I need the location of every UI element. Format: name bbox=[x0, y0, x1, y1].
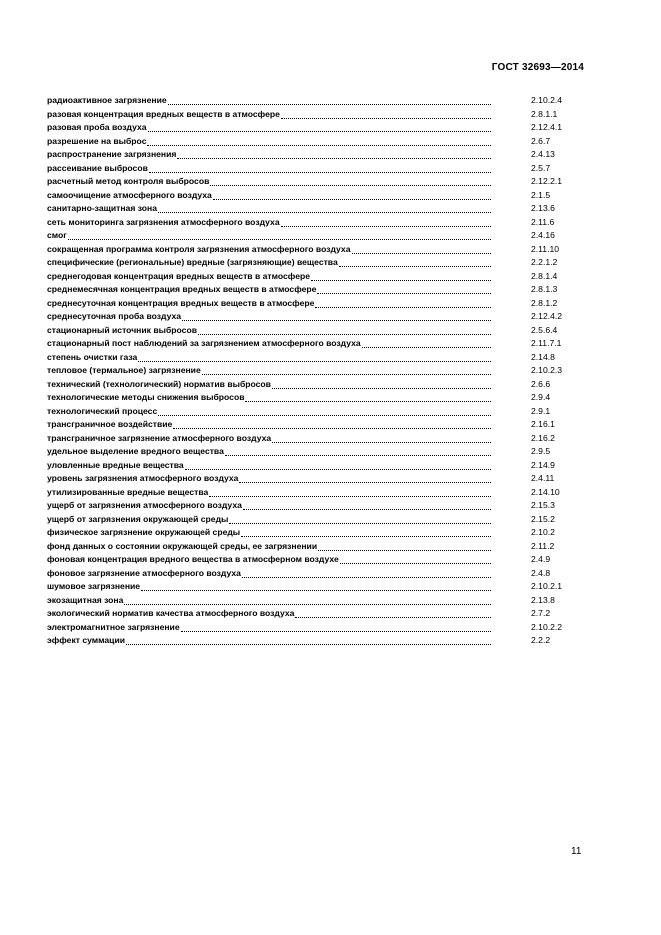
index-term: эффект суммации bbox=[47, 635, 126, 645]
index-term: физическое загрязнение окружающей среды bbox=[47, 527, 241, 537]
dot-leader bbox=[295, 607, 491, 618]
index-term: электромагнитное загрязнение bbox=[47, 621, 180, 632]
index-reference: 2.4.11 bbox=[531, 473, 555, 483]
index-entry bbox=[47, 470, 583, 484]
dot-leader bbox=[241, 526, 491, 537]
index-reference: 2.12.4.2 bbox=[531, 311, 563, 321]
dot-leader bbox=[138, 351, 491, 362]
dot-leader bbox=[141, 580, 491, 591]
index-term: сеть мониторинга загрязнения атмосферного воздуха bbox=[47, 216, 280, 227]
index-term: распространение загрязнения bbox=[47, 149, 177, 159]
dot-leader bbox=[352, 243, 492, 254]
dot-leader bbox=[177, 148, 491, 159]
index-term: ущерб от загрязнения окружающей среды bbox=[47, 513, 229, 524]
index-term: радиоактивное загрязнение bbox=[47, 95, 167, 105]
index-term: специфические (региональные) вредные (загрязняющие) вещества bbox=[47, 257, 338, 267]
index-entry bbox=[47, 268, 583, 282]
index-entry bbox=[47, 430, 583, 444]
dot-leader bbox=[126, 634, 491, 645]
index-entry bbox=[47, 416, 583, 430]
index-term: трансграничное воздействие bbox=[47, 419, 173, 429]
index-reference: 2.14.10 bbox=[531, 486, 560, 497]
index-reference: 2.11.6 bbox=[531, 216, 555, 227]
dot-leader bbox=[339, 256, 491, 267]
index-reference: 2.8.1.2 bbox=[531, 297, 558, 308]
index-term: удельное выделение вредного вещества bbox=[47, 446, 224, 456]
dot-leader bbox=[311, 270, 491, 281]
dot-leader bbox=[242, 567, 491, 578]
dot-leader bbox=[213, 189, 491, 200]
index-term: фоновое загрязнение атмосферного воздуха bbox=[47, 567, 241, 578]
index-term: разовая концентрация вредных веществ в атмосфере bbox=[47, 108, 280, 119]
index-entry bbox=[47, 389, 583, 403]
document-header: ГОСТ 32693—2014 bbox=[491, 62, 584, 73]
index-reference: 2.15.3 bbox=[531, 500, 555, 510]
index-term: среднегодовая концентрация вредных веществ в атмосфере bbox=[47, 270, 310, 281]
dot-leader bbox=[168, 94, 491, 105]
index-term: трансграничное загрязнение атмосферного воздуха bbox=[47, 432, 272, 443]
index-entry bbox=[47, 187, 583, 201]
alphabetical-term-index bbox=[47, 92, 583, 646]
index-entry bbox=[47, 119, 583, 133]
index-term: утилизированные вредные вещества bbox=[47, 486, 209, 497]
index-entry bbox=[47, 605, 583, 619]
index-entry bbox=[47, 403, 583, 417]
index-entry bbox=[47, 565, 583, 579]
index-entry bbox=[47, 322, 583, 336]
index-entry bbox=[47, 92, 583, 106]
index-entry bbox=[47, 484, 583, 498]
index-entry bbox=[47, 511, 583, 525]
dot-leader bbox=[185, 459, 491, 470]
dot-leader bbox=[318, 540, 491, 551]
index-entry bbox=[47, 592, 583, 606]
index-reference: 2.2.2 bbox=[531, 635, 551, 645]
index-entry bbox=[47, 457, 583, 471]
index-reference: 2.4.16 bbox=[531, 230, 555, 240]
dot-leader bbox=[202, 364, 491, 375]
index-reference: 2.10.2.3 bbox=[531, 365, 563, 375]
index-entry bbox=[47, 146, 583, 160]
index-term: сокращенная программа контроля загрязнения атмосферного воздуха bbox=[47, 243, 351, 254]
index-reference: 2.14.9 bbox=[531, 459, 555, 470]
dot-leader bbox=[281, 108, 491, 119]
dot-leader bbox=[148, 121, 491, 132]
dot-leader bbox=[272, 378, 491, 389]
index-term: технологические методы снижения выбросов bbox=[47, 392, 245, 402]
index-term: стационарный источник выбросов bbox=[47, 324, 197, 335]
index-term: экологический норматив качества атмосферного воздуха bbox=[47, 608, 295, 618]
dot-leader bbox=[68, 229, 491, 240]
index-term: степень очистки газа bbox=[47, 351, 138, 362]
index-term: уловленные вредные вещества bbox=[47, 459, 184, 470]
index-reference: 2.6.7 bbox=[531, 135, 551, 146]
index-entry bbox=[47, 227, 583, 241]
index-entry bbox=[47, 241, 583, 255]
index-entry bbox=[47, 376, 583, 390]
index-reference: 2.6.6 bbox=[531, 378, 551, 389]
index-entry bbox=[47, 160, 583, 174]
index-entry bbox=[47, 524, 583, 538]
index-entry bbox=[47, 106, 583, 120]
index-reference: 2.12.4.1 bbox=[531, 122, 563, 132]
index-reference: 2.4.9 bbox=[531, 554, 551, 564]
dot-leader bbox=[210, 175, 491, 186]
index-entry bbox=[47, 308, 583, 322]
index-term: самоочищение атмосферного воздуха bbox=[47, 189, 212, 200]
index-term: среднесуточная концентрация вредных веществ в атмосфере bbox=[47, 297, 315, 308]
index-entry bbox=[47, 443, 583, 457]
index-reference: 2.9.1 bbox=[531, 405, 551, 416]
index-reference: 2.8.1.3 bbox=[531, 284, 558, 294]
dot-leader bbox=[317, 283, 491, 294]
index-term: тепловое (термальное) загрязнение bbox=[47, 365, 201, 375]
index-reference: 2.10.2.4 bbox=[531, 95, 563, 105]
index-entry bbox=[47, 173, 583, 187]
index-reference: 2.11.10 bbox=[531, 243, 560, 254]
dot-leader bbox=[158, 405, 491, 416]
dot-leader bbox=[340, 553, 491, 564]
index-reference: 2.11.2 bbox=[531, 540, 555, 551]
dot-leader bbox=[272, 432, 491, 443]
index-term: экозащитная зона bbox=[47, 594, 124, 605]
page-number: 11 bbox=[571, 846, 582, 857]
index-term: шумовое загрязнение bbox=[47, 581, 141, 591]
index-term: расчетный метод контроля выбросов bbox=[47, 176, 210, 186]
index-entry bbox=[47, 281, 583, 295]
index-reference: 2.11.7.1 bbox=[531, 338, 562, 348]
index-reference: 2.14.8 bbox=[531, 351, 555, 362]
index-term: рассеивание выбросов bbox=[47, 162, 148, 173]
index-reference: 2.8.1.1 bbox=[531, 108, 558, 119]
index-term: среднесуточная проба воздуха bbox=[47, 311, 182, 321]
index-reference: 2.10.2 bbox=[531, 527, 555, 537]
index-reference: 2.12.2.1 bbox=[531, 176, 563, 186]
index-reference: 2.5.7 bbox=[531, 162, 551, 173]
index-term: среднемесячная концентрация вредных веществ в атмосфере bbox=[47, 284, 317, 294]
dot-leader bbox=[198, 324, 491, 335]
index-reference: 2.15.2 bbox=[531, 513, 555, 524]
index-term: технологический процесс bbox=[47, 405, 158, 416]
index-term: ущерб от загрязнения атмосферного воздуха bbox=[47, 500, 242, 510]
index-entry bbox=[47, 200, 583, 214]
index-reference: 2.1.5 bbox=[531, 189, 551, 200]
index-reference: 2.4.8 bbox=[531, 567, 551, 578]
dot-leader bbox=[315, 297, 491, 308]
dot-leader bbox=[362, 337, 491, 348]
index-term: стационарный пост наблюдений за загрязнением атмосферного воздуха bbox=[47, 338, 361, 348]
index-entry bbox=[47, 619, 583, 633]
index-term: смог bbox=[47, 230, 67, 240]
index-reference: 2.13.6 bbox=[531, 203, 555, 213]
index-entry bbox=[47, 335, 583, 349]
index-reference: 2.4.13 bbox=[531, 149, 555, 159]
index-term: разовая проба воздуха bbox=[47, 122, 147, 132]
dot-leader bbox=[149, 162, 491, 173]
dot-leader bbox=[239, 472, 491, 483]
dot-leader bbox=[243, 499, 491, 510]
index-entry bbox=[47, 538, 583, 552]
index-reference: 2.9.5 bbox=[531, 446, 551, 456]
index-term: технический (технологический) норматив выбросов bbox=[47, 378, 271, 389]
index-reference: 2.9.4 bbox=[531, 392, 551, 402]
dot-leader bbox=[173, 418, 491, 429]
index-reference: 2.10.2.1 bbox=[531, 581, 563, 591]
index-reference: 2.5.6.4 bbox=[531, 324, 558, 335]
dot-leader bbox=[147, 135, 491, 146]
index-term: уровень загрязнения атмосферного воздуха bbox=[47, 473, 239, 483]
dot-leader bbox=[229, 513, 491, 524]
dot-leader bbox=[158, 202, 491, 213]
index-entry bbox=[47, 295, 583, 309]
index-reference: 2.8.1.4 bbox=[531, 270, 558, 281]
index-entry bbox=[47, 349, 583, 363]
dot-leader bbox=[124, 594, 491, 605]
index-reference: 2.7.2 bbox=[531, 608, 551, 618]
dot-leader bbox=[245, 391, 491, 402]
index-entry bbox=[47, 497, 583, 511]
index-entry bbox=[47, 632, 583, 646]
dot-leader bbox=[209, 486, 491, 497]
index-term: разрешение на выброс bbox=[47, 135, 147, 146]
index-entry bbox=[47, 214, 583, 228]
dot-leader bbox=[225, 445, 491, 456]
index-entry bbox=[47, 254, 583, 268]
index-term: фоновая концентрация вредного вещества в атмосферном воздухе bbox=[47, 554, 339, 564]
index-entry bbox=[47, 362, 583, 376]
dot-leader bbox=[181, 621, 491, 632]
index-reference: 2.2.1.2 bbox=[531, 257, 558, 267]
index-reference: 2.10.2.2 bbox=[531, 621, 563, 632]
index-term: фонд данных о состоянии окружающей среды, ее загрязнении bbox=[47, 540, 318, 551]
index-reference: 2.16.1 bbox=[531, 419, 555, 429]
index-reference: 2.13.8 bbox=[531, 594, 555, 605]
index-reference: 2.16.2 bbox=[531, 432, 555, 443]
index-entry bbox=[47, 133, 583, 147]
index-entry bbox=[47, 551, 583, 565]
index-entry bbox=[47, 578, 583, 592]
index-term: санитарно-защитная зона bbox=[47, 203, 158, 213]
dot-leader bbox=[281, 216, 491, 227]
dot-leader bbox=[182, 310, 491, 321]
